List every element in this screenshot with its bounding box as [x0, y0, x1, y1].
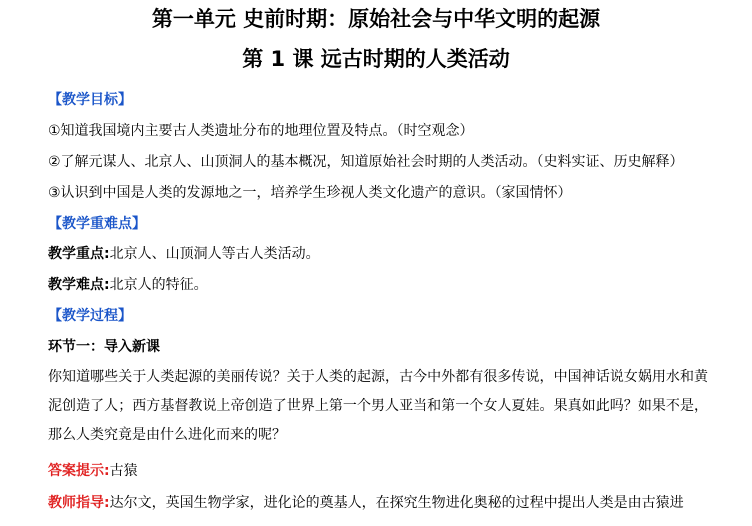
key-focus-row: [48, 245, 320, 263]
teacher-label: 教师指导:: [48, 495, 110, 511]
key-difficulty-label: 教学难点:: [48, 277, 110, 293]
answer-label: 答案提示:: [48, 463, 110, 479]
lesson-title: 第 1 课 远古时期的人类活动: [242, 47, 510, 71]
process-step-1: 环节一：导入新课: [48, 339, 160, 355]
key-focus-text: 北京人、山顶洞人等古人类活动。: [109, 246, 320, 262]
key-focus-label: 教学重点:: [48, 246, 110, 262]
answer-text: 古猿: [109, 463, 138, 479]
goal-item-1: ①知道我国境内主要古人类遗址分布的地理位置及特点。（时空观念）: [48, 123, 474, 139]
process-heading: 【教学过程】: [48, 308, 132, 324]
key-difficulty-row: [48, 276, 208, 294]
answer-row: [48, 462, 138, 480]
intro-paragraph: 你知道哪些关于人类起源的美丽传说？关于人类的起源，古今中外都有很多传说，中国神话说女娲用水和黄泥创造了人；西方基督教说上帝创造了世界上第一个男人亚当和第一个女人夏娃。果真如此吗？如果不是，那么人类究竟是由什么进化而来的呢？: [48, 369, 708, 443]
goals-heading: 【教学目标】: [48, 92, 132, 108]
teacher-text: 达尔文，英国生物学家，进化论的奠基人，在探究生物进化奥秘的过程中提出人类是由古猿进: [109, 495, 684, 511]
goal-item-2: ②了解元谋人、北京人、山顶洞人的基本概况，知道原始社会时期的人类活动。（史料实证、历史解释）: [48, 154, 684, 170]
unit-title: 第一单元 史前时期：原始社会与中华文明的起源: [151, 7, 601, 31]
key-difficulty-text: 北京人的特征。: [109, 277, 208, 293]
goal-item-3: ③认识到中国是人类的发源地之一，培养学生珍视人类文化遗产的意识。（家国情怀）: [48, 185, 572, 201]
key-points-heading: 【教学重难点】: [48, 216, 146, 232]
teacher-row: [48, 494, 684, 512]
